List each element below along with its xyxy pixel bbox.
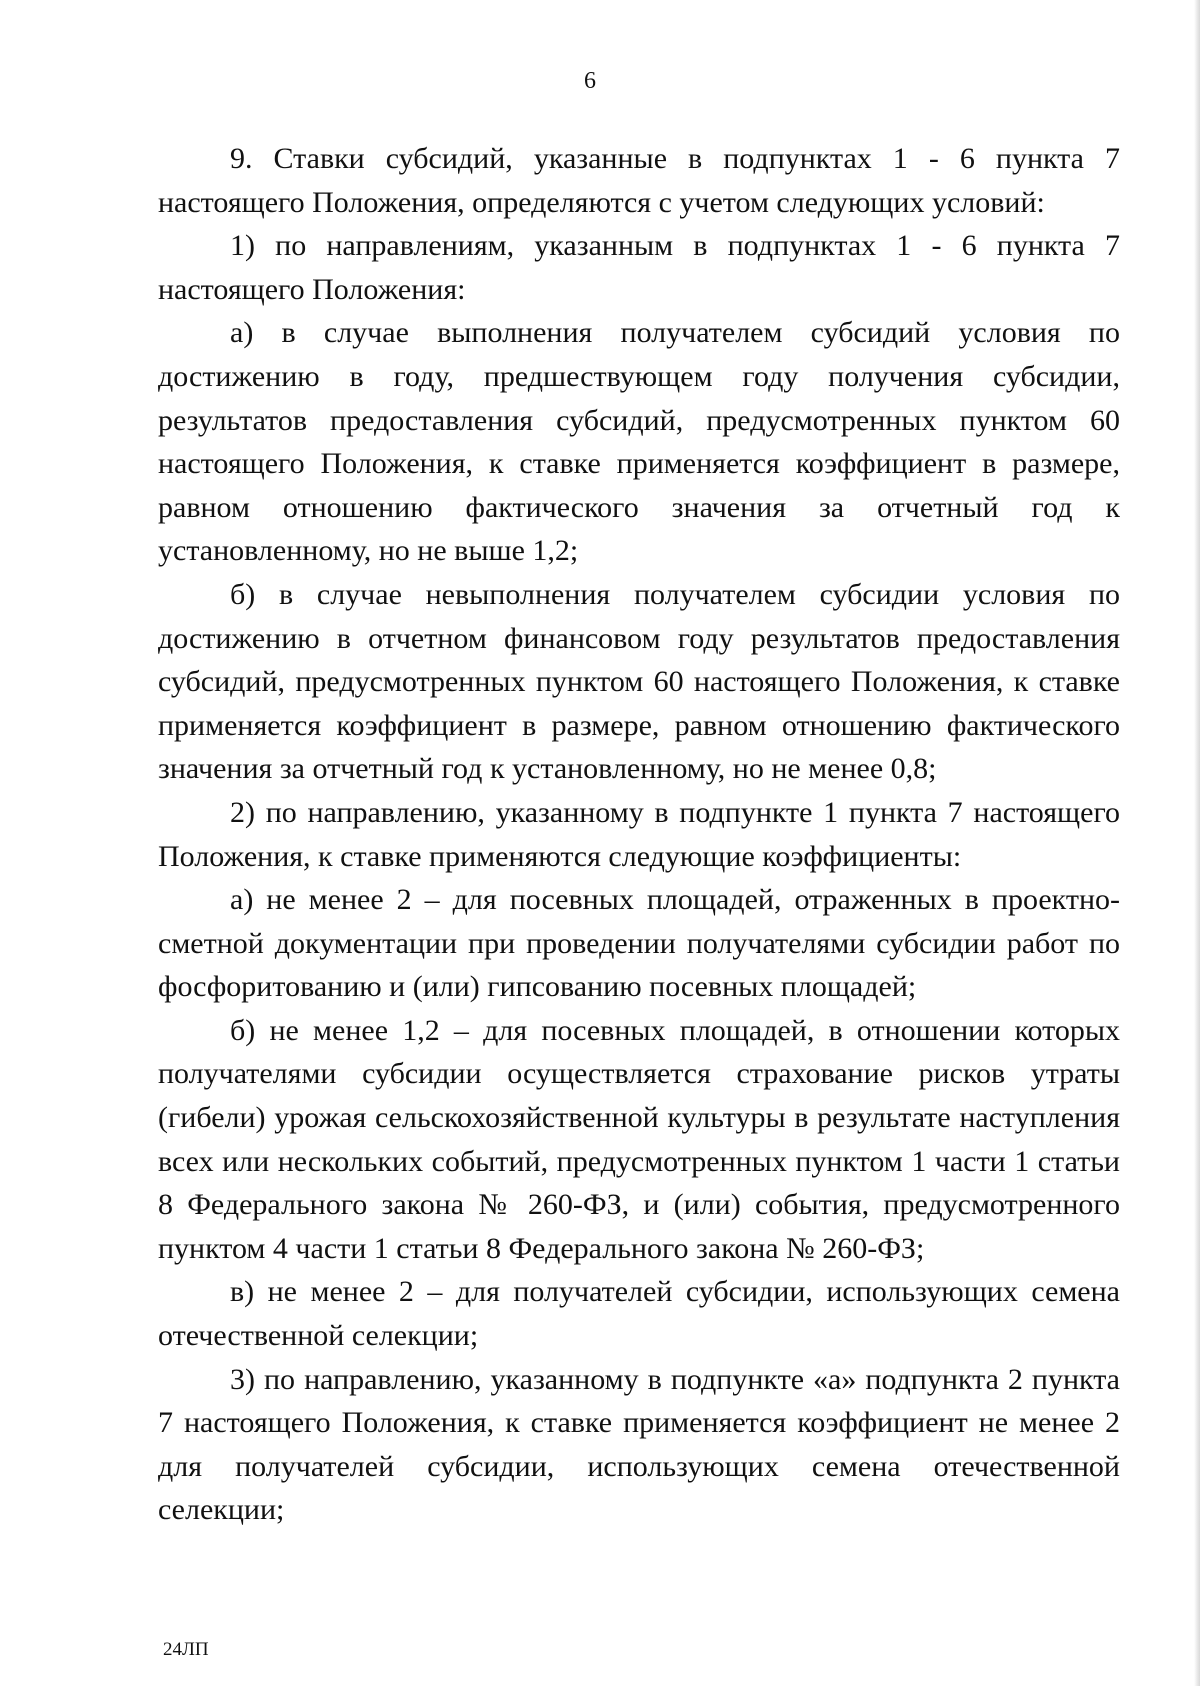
subitem-2: 2) по направлению, указанному в подпункте 1 пункта 7 настоящего Положения, к ставке применяются следующие коэффициенты:: [158, 795, 1120, 873]
subitem-2-b: б) не менее 1,2 – для посевных площадей, в отношении которых получателями субсидии осуществляется страхование рисков утраты (гибели) урожая сельскохозяйственной культуры в результате наступления всех или нескольких событий, предусмотренных пунктом 1 части 1 статьи 8 Федерального закона № 260-ФЗ, и (или) события, предусмотренного пунктом 4 части 1 статьи 8 Федерального закона № 260-ФЗ;: [158, 1013, 1120, 1265]
subitem-1: 1) по направлениям, указанным в подпунктах 1 - 6 пункта 7 настоящего Положения:: [158, 229, 1120, 306]
scan-edge: [1194, 0, 1200, 1686]
page-number: 6: [584, 68, 596, 94]
subitem-2-v: в) не менее 2 – для получателей субсидии, использующих семена отечественной селекции;: [158, 1275, 1120, 1353]
subitem-2-a: а) не менее 2 – для посевных площадей, отраженных в проектно-сметной документации при проведении получателями субсидии работ по фосфоритованию и (или) гипсованию посевных площадей;: [158, 883, 1120, 1004]
subitem-1-a: а) в случае выполнения получателем субсидий условия по достижению в году, предшествующем году получения субсидии, результатов предоставления субсидий, предусмотренных пунктом 60 настоящего Положения, к ставке применяется коэффициент в размере, равном отношению фактического значения за отчетный год к установленному, но не выше 1,2;: [158, 316, 1120, 568]
footer-code: 24ЛП: [163, 1639, 209, 1660]
document-body: [158, 137, 1120, 1532]
subitem-3: 3) по направлению, указанному в подпункте «а» подпункта 2 пункта 7 настоящего Положения, к ставке применяется коэффициент не менее 2 для получателей субсидии, использующих семена отечественной селекции;: [158, 1362, 1120, 1527]
subitem-1-b: б) в случае невыполнения получателем субсидии условия по достижению в отчетном финансовом году результатов предоставления субсидий, предусмотренных пунктом 60 настоящего Положения, к ставке применяется коэффициент в размере, равном отношению фактического значения за отчетный год к установленному, но не менее 0,8;: [158, 577, 1120, 786]
paragraph-9: 9. Ставки субсидий, указанные в подпунктах 1 - 6 пункта 7 настоящего Положения, определяются с учетом следующих условий:: [158, 142, 1120, 219]
